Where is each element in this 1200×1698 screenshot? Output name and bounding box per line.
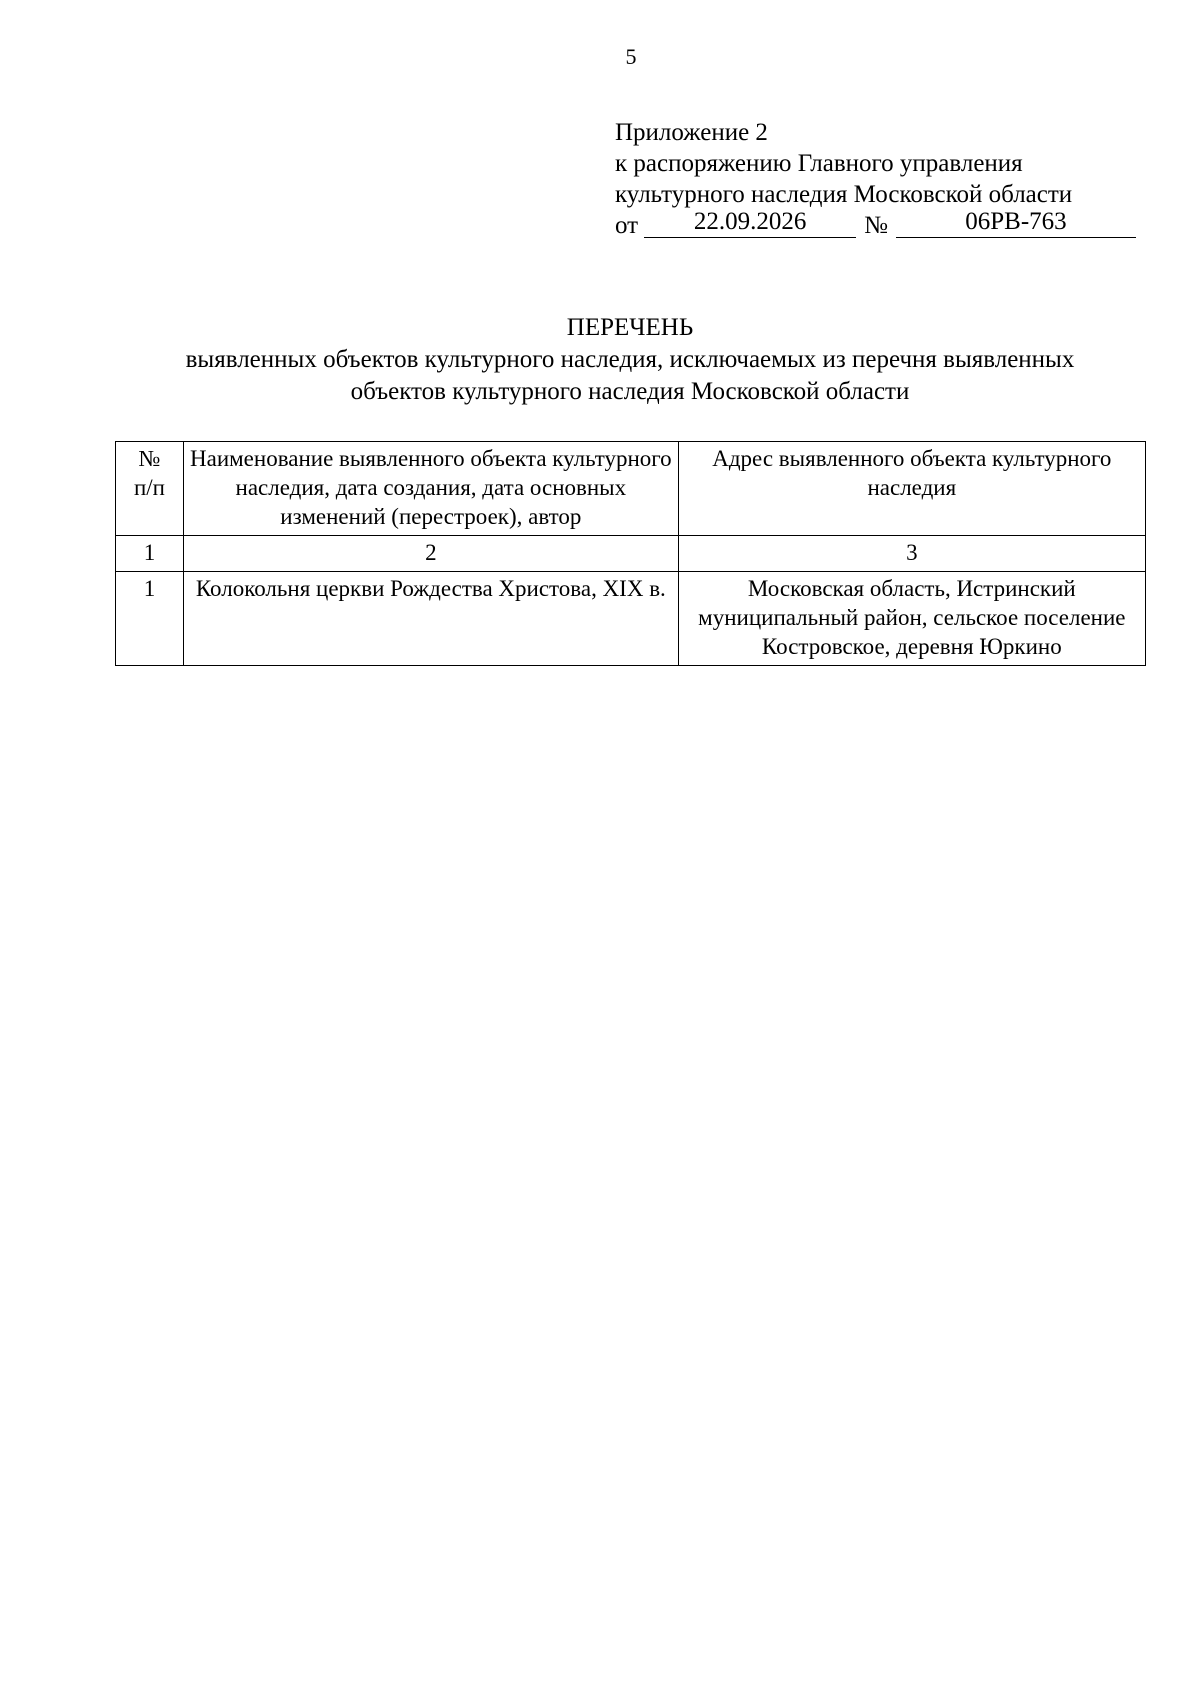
appendix-authority: культурного наследия Московской области [615, 181, 1073, 208]
document-title [100, 312, 1160, 408]
page-number: 5 [625, 44, 637, 69]
appendix-block [615, 117, 1155, 241]
appendix-title: Приложение 2 [615, 119, 768, 146]
table-header-row [116, 442, 1146, 536]
title-heading: ПЕРЕЧЕНЬ [566, 314, 694, 341]
header-num-sign: № [138, 446, 161, 471]
row-num: 1 [116, 572, 184, 666]
order-number: 06РВ-763 [896, 208, 1136, 238]
column-index: 2 [184, 536, 679, 572]
header-address: Адрес выявленного объекта культурного наследия [678, 442, 1145, 536]
row-object-address: Московская область, Истринский муниципальный район, сельское поселение Костровское, деревня Юркино [678, 572, 1145, 666]
appendix-date-line [615, 210, 1155, 241]
order-date: 22.09.2026 [644, 208, 856, 238]
appendix-order-ref: к распоряжению Главного управления [615, 150, 1023, 177]
title-subtitle-line2: объектов культурного наследия Московской области [350, 378, 910, 405]
header-num-abbr: п/п [133, 475, 165, 500]
title-subtitle-line1: выявленных объектов культурного наследия, исключаемых из перечня выявленных [185, 346, 1075, 373]
objects-table [115, 441, 1146, 666]
column-index-row [116, 536, 1146, 572]
row-object-name: Колокольня церкви Рождества Христова, XIX в. [184, 572, 679, 666]
date-prefix: от [615, 212, 639, 239]
table-row [116, 572, 1146, 666]
header-name: Наименование выявленного объекта культурного наследия, дата создания, дата основных изменений (перестроек), автор [184, 442, 679, 536]
column-index: 3 [678, 536, 1145, 572]
header-num [116, 442, 184, 536]
column-index: 1 [116, 536, 184, 572]
number-sign: № [864, 212, 888, 239]
